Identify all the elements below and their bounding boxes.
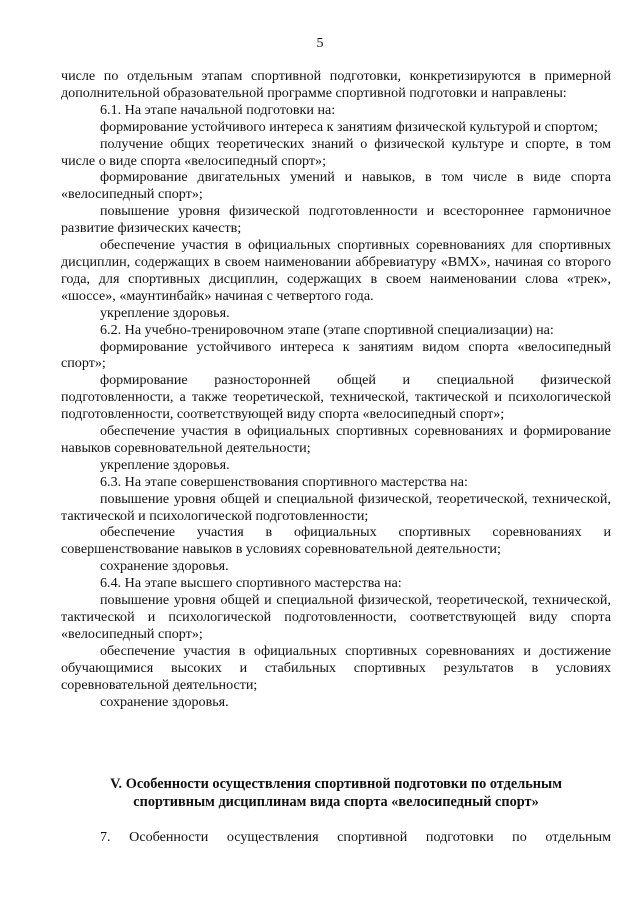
paragraph: укрепление здоровья. xyxy=(100,456,230,473)
paragraph: получение общих теоретических знаний о физической культуре и спорте, в том числе о виде спорта «велосипедный спорт»; xyxy=(61,135,611,169)
paragraph: формирование разносторонней общей и специальной физической подготовленности, а также теоретической, технической, тактической и психологической подготовленности, соответствующей виду спорта «велосипедный спорт»; xyxy=(61,372,611,423)
paragraph: повышение уровня общей и специальной физической, теоретической, технической, тактической и психологической подготовленности, соответствующей виду спорта «велосипедный спорт»; xyxy=(61,592,611,642)
paragraph: 6.1. На этапе начальной подготовки на: xyxy=(100,101,336,118)
paragraph: формирование устойчивого интереса к занятиям видом спорта «велосипедный спорт»; xyxy=(61,338,611,372)
paragraph: сохранение здоровья. xyxy=(100,693,229,710)
paragraph: числе по отдельным этапам спортивной подготовки, конкретизируются в примерной дополнительной образовательной программе спортивной подготовки и направлены: xyxy=(61,68,611,101)
paragraph: обеспечение участия в официальных спортивных соревнованиях и формирование навыков соревновательной деятельности; xyxy=(61,423,611,456)
paragraph: формирование двигательных умений и навыков, в том числе в виде спорта «велосипедный спорт»; xyxy=(61,169,611,203)
paragraph: 6.4. На этапе высшего спортивного мастерства на: xyxy=(100,575,402,592)
section-heading-line-2: спортивным дисциплинам вида спорта «велосипедный спорт» xyxy=(133,794,539,810)
section-heading xyxy=(61,775,611,811)
paragraph: обеспечение участия в официальных спортивных соревнованиях для спортивных дисциплин, содержащих в своем наименовании аббревиатуру «BMX», начиная со второго года, для спортивных дисциплин, содержащих в своем наименовании слова «трек», «шоссе», «маунтинбайк» начиная с четвертого года. xyxy=(61,237,611,304)
paragraph: обеспечение участия в официальных спортивных соревнованиях и достижение обучающимися высоких и стабильных спортивных результатов в условиях соревновательной деятельности; xyxy=(61,642,611,693)
paragraph: повышение уровня общей и специальной физической, теоретической, технической, тактической и психологической подготовленности; xyxy=(61,490,611,524)
paragraph: повышение уровня физической подготовленности и всестороннее гармоничное развитие физических качеств; xyxy=(61,203,611,237)
page-number: 5 xyxy=(316,36,324,51)
paragraph: 6.2. На учебно-тренировочном этапе (этапе спортивной специализации) на: xyxy=(100,321,554,338)
paragraph: формирование устойчивого интереса к занятиям физической культурой и спортом; xyxy=(100,118,598,135)
paragraph: 6.3. На этапе совершенствования спортивного мастерства на: xyxy=(100,473,468,490)
paragraph: укрепление здоровья. xyxy=(100,304,230,321)
paragraph-7-start: 7. Особенности осуществления спортивной подготовки по отдельным xyxy=(100,829,611,845)
body-text xyxy=(61,68,611,710)
paragraph: обеспечение участия в официальных спортивных соревнованиях и совершенствование навыков в условиях соревновательной деятельности; xyxy=(61,524,611,558)
paragraph: сохранение здоровья. xyxy=(100,558,229,575)
section-heading-line-1: V. Особенности осуществления спортивной подготовки по отдельным xyxy=(110,776,562,792)
